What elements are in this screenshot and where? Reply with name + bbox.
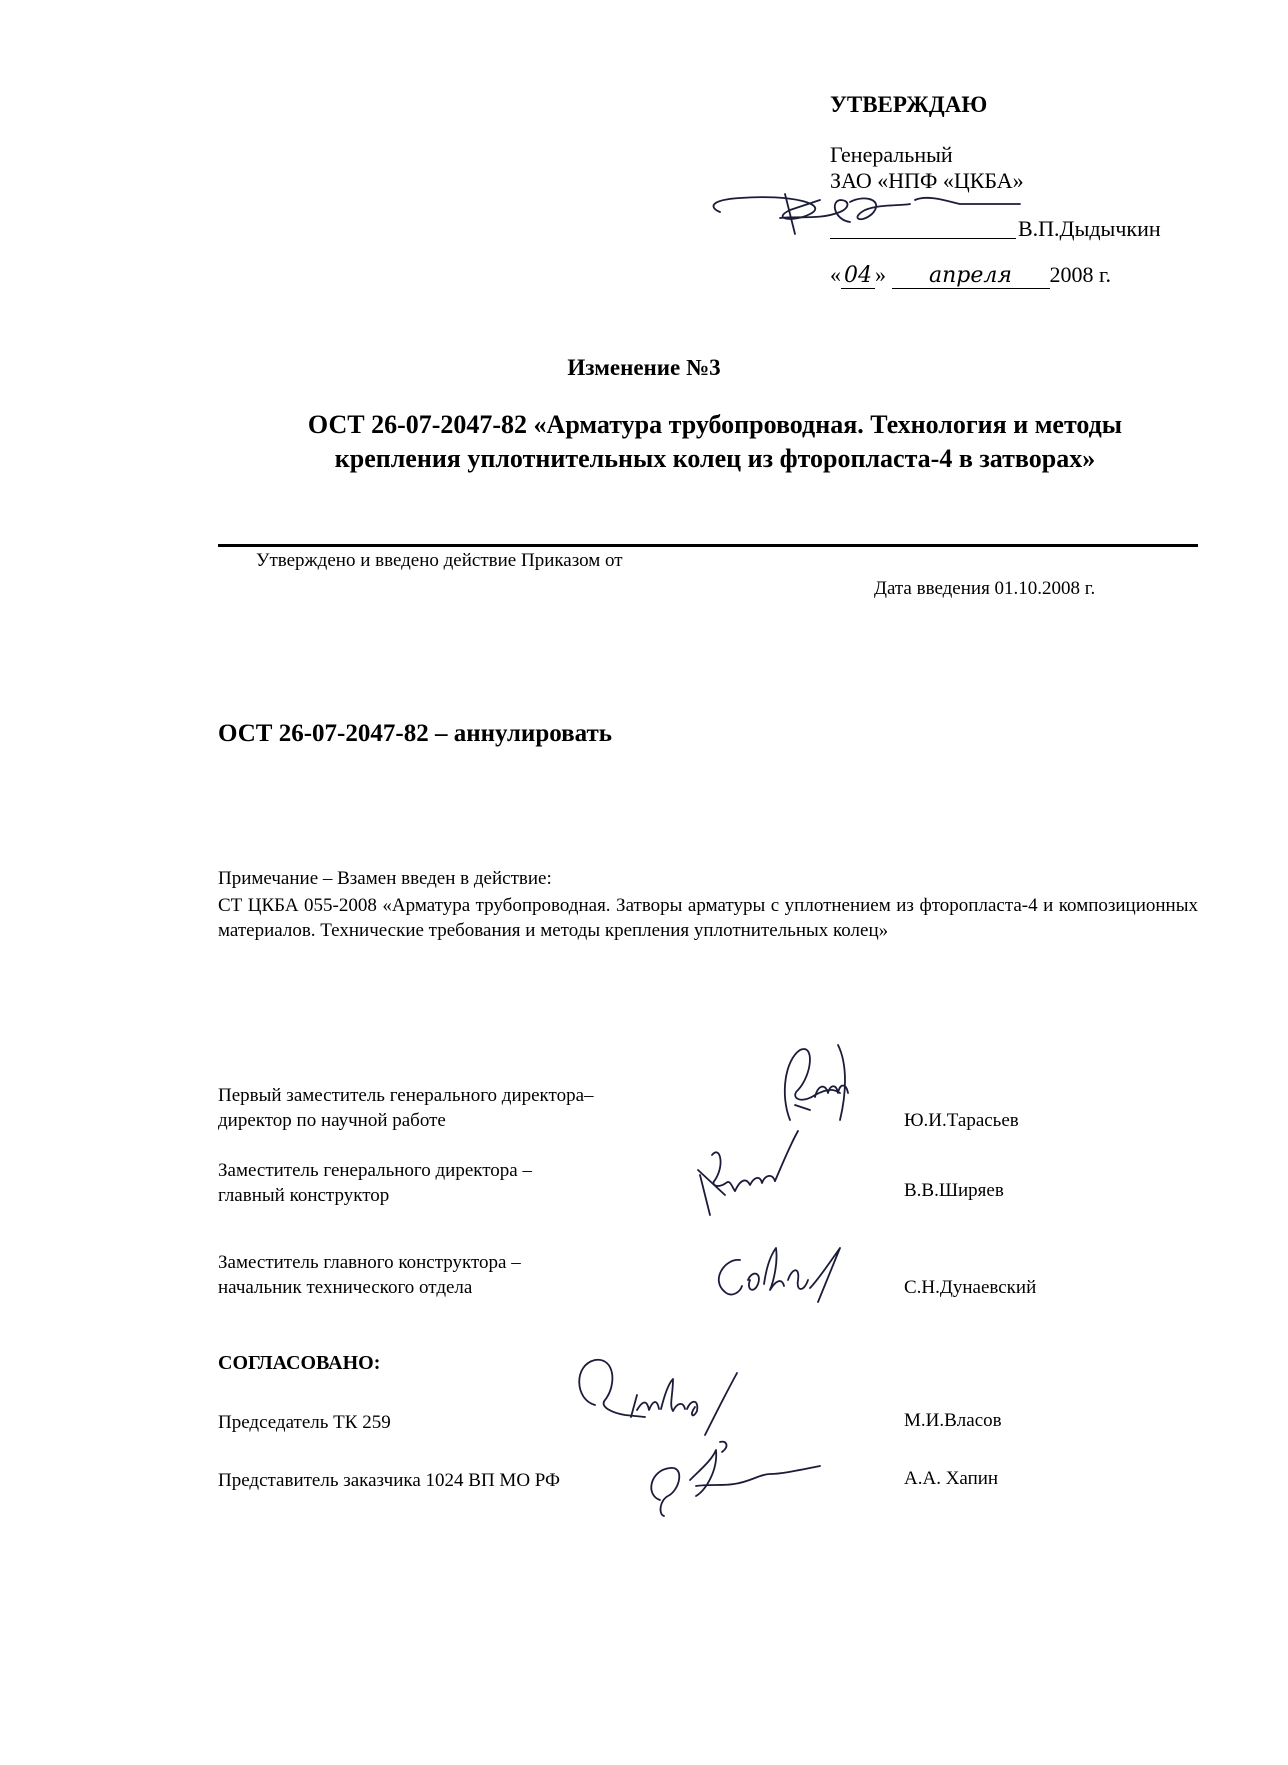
date-open-quote: « (830, 262, 841, 287)
date-day: 04 (841, 263, 875, 289)
note-text: СТ ЦКБА 055-2008 «Арматура трубопроводная. Затворы арматуры с уплотнением из фторопласта-4 и композиционных материалов. Технические требования и методы крепления уплотнительных колец» (218, 895, 1198, 941)
signatory-1-position (218, 1083, 594, 1133)
signatory-1-position-line1: Первый заместитель генерального директора– (218, 1085, 594, 1106)
note-label: Примечание – Взамен введен в действие: (218, 868, 552, 889)
signatory-2-name: В.В.Ширяев (904, 1180, 1004, 1201)
signatory-3-name: С.Н.Дунаевский (904, 1277, 1037, 1298)
document-title-line1: ОСТ 26-07-2047-82 «Арматура трубопроводная. Технология и методы (307, 410, 1123, 439)
signatory-2-position (218, 1158, 532, 1208)
date-close-quote: » (875, 262, 886, 287)
introduction-date: Дата введения 01.10.2008 г. (874, 578, 1096, 599)
header-rule (218, 544, 1198, 547)
approved-by-order-text: Утверждено и введено действие Приказом от (256, 550, 623, 571)
agreed-1-position: Председатель ТК 259 (218, 1412, 391, 1433)
signatory-3-position-line1: Заместитель главного конструктора – (218, 1252, 521, 1273)
agreed-2-name: А.А. Хапин (904, 1468, 999, 1489)
annulment-statement: ОСТ 26-07-2047-82 – аннулировать (218, 720, 612, 747)
approval-date (830, 262, 1111, 289)
signatory-2-position-line1: Заместитель генерального директора – (218, 1160, 532, 1181)
signatory-3-position-line2: начальник технического отдела (218, 1277, 473, 1298)
signatory-2-signature (680, 1125, 810, 1225)
director-signature (700, 190, 1030, 250)
signatory-3-signature (700, 1240, 880, 1310)
agreed-2-position: Представитель заказчика 1024 ВП МО РФ (218, 1470, 561, 1491)
signatory-2-position-line2: главный конструктор (218, 1185, 390, 1206)
agreed-title: СОГЛАСОВАНО: (218, 1352, 381, 1374)
signatory-1-position-line2: директор по научной работе (218, 1110, 446, 1131)
signatory-3-position (218, 1250, 521, 1300)
document-title (200, 408, 1230, 476)
signatory-1-signature (760, 1035, 860, 1135)
document-title-line2: крепления уплотнительных колец из фторопласта-4 в затворах» (334, 444, 1096, 473)
approval-signature-line (830, 238, 1016, 239)
date-year: 2008 г. (1049, 262, 1112, 287)
change-title: Изменение №3 (567, 355, 721, 380)
approval-position-line1: Генеральный (830, 142, 953, 167)
approval-signer-name: В.П.Дыдычкин (1018, 216, 1161, 241)
agreed-1-name: М.И.Власов (904, 1410, 1002, 1431)
signatory-1-name: Ю.И.Тарасьев (904, 1110, 1019, 1131)
approval-position-line2: ЗАО «НПФ «ЦКБА» (830, 168, 1024, 193)
agreed-2-signature (630, 1440, 850, 1520)
approval-title: УТВЕРЖДАЮ (830, 92, 988, 117)
date-month: апреля (892, 263, 1050, 289)
